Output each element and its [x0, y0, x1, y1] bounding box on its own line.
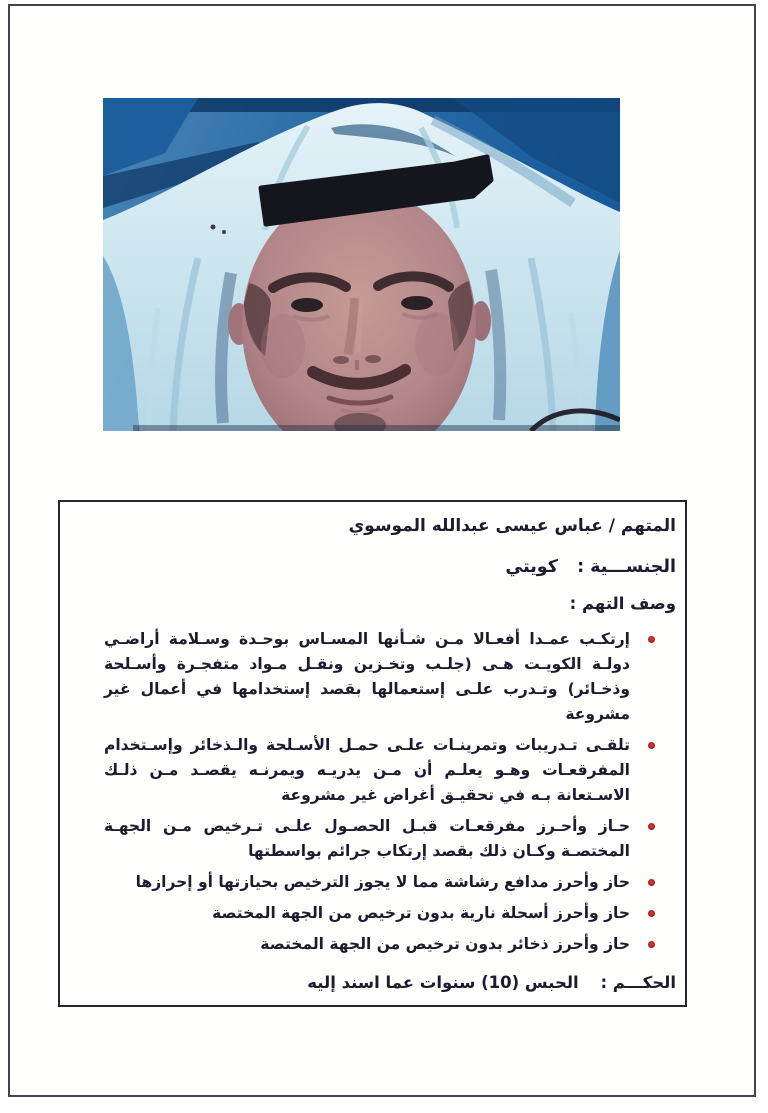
case-record-box: [58, 500, 687, 1007]
charge-text: تلقـى تـدريبات وتمرينـات علـى حمـل الأسـلحة والـذخائر وإسـتخدام المفرقعـات وهـو يعلـم أن مـن يدريـه ويمرنـه يقصـد مـن ذلـك الاسـتعانة بـه في تحقيـق أغراض غير مشروعة: [104, 736, 630, 804]
charge-text: حاز وأحرز ذخائر بدون ترخيص من الجهة المختصة: [260, 935, 630, 953]
accused-name-line: المتهم / عباس عيسى عبدالله الموسوي: [348, 516, 676, 536]
nationality-label: الجنســـية :: [577, 557, 676, 577]
bullet-dot-icon: [648, 879, 655, 886]
charge-item: [96, 870, 676, 895]
bullet-dot-icon: [648, 742, 655, 749]
charge-text: حاز وأحرز مدافع رشاشة مما لا يجوز الترخيص بحيازتها أو إحرازها: [135, 873, 630, 891]
charges-list: [96, 627, 676, 957]
nationality-line: [96, 552, 676, 582]
bullet-dot-icon: [648, 823, 655, 830]
charge-text: حـاز وأحـرز مفرقعـات قبـل الحصـول علـى تـرخيص مـن الجهـة المختصـة وكـان ذلك بقصد إرتكاب جرائم بواسطتها: [104, 817, 630, 860]
charge-item: [96, 932, 676, 957]
suspect-photo-graphic: [103, 98, 620, 431]
verdict-line: [96, 969, 676, 997]
charge-item: [96, 627, 676, 727]
charge-item: [96, 733, 676, 808]
bullet-dot-icon: [648, 941, 655, 948]
bullet-dot-icon: [648, 910, 655, 917]
charges-heading: وصف التهم :: [569, 594, 676, 613]
charge-item: [96, 814, 676, 864]
charge-item: [96, 901, 676, 926]
charge-text: حاز وأحرز أسحلة نارية بدون ترخيص من الجهة المختصة: [212, 904, 630, 922]
verdict-value: الحبس (10) سنوات عما اسند إليه: [307, 973, 579, 992]
nationality-value: كويتي: [505, 557, 558, 577]
charge-text: إرتكـب عمـدا أفعـالا مـن شـأنها المسـاس بوحـدة وسـلامة أراضـي دولـة الكويـت هـى (جلـب وتخـزين ونقـل مـواد متفجـرة وأسـلحة وذخـائر) وتـدرب علـى إستعمالها بقصد إستخدامها في أعمال غير مشروعة: [104, 630, 630, 723]
bullet-dot-icon: [648, 636, 655, 643]
suspect-photo: [103, 98, 620, 431]
verdict-label: الحكـــم :: [600, 973, 676, 992]
